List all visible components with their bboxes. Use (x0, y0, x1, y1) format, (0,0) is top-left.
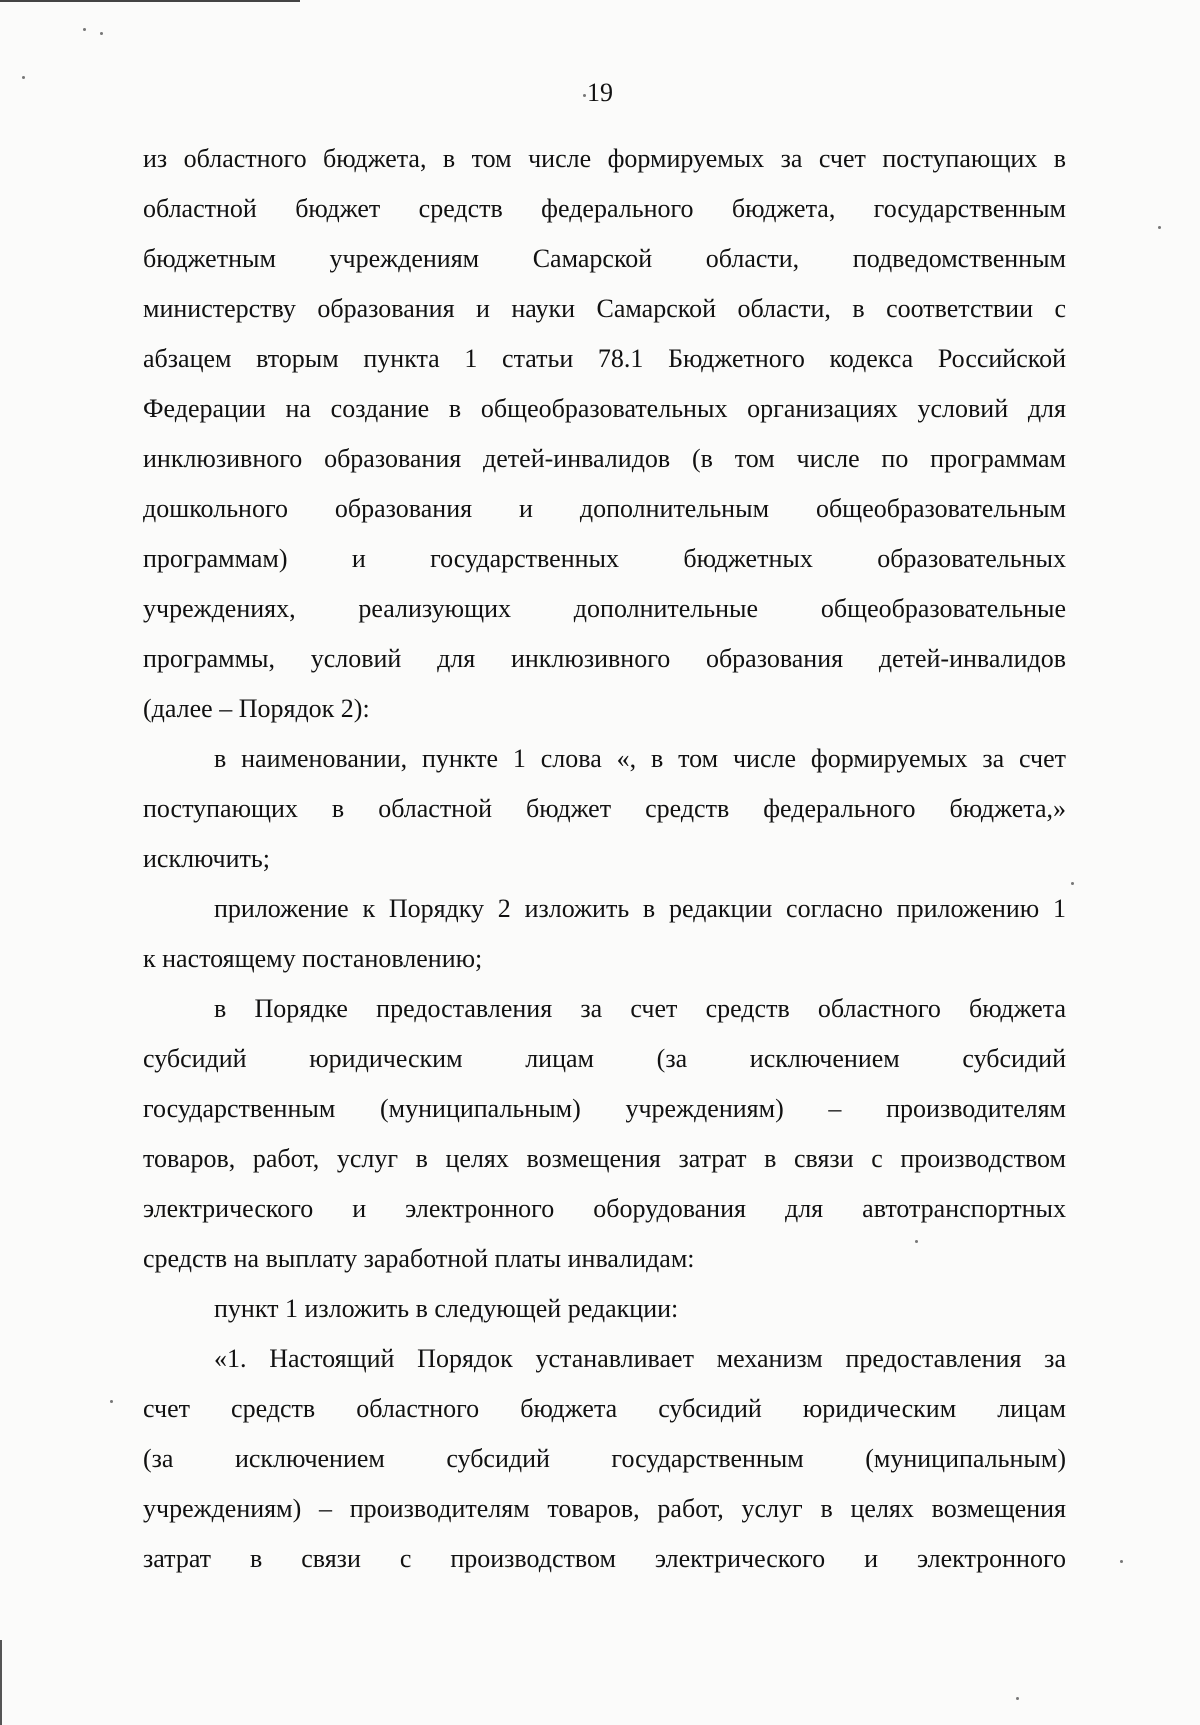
scan-speck (1158, 226, 1161, 229)
text-line: абзацем вторым пункта 1 статьи 78.1 Бюджетного кодекса Российской (143, 344, 1066, 373)
text-line: поступающих в областной бюджет средств федерального бюджета,» (143, 794, 1066, 823)
text-line: Федерации на создание в общеобразовательных организациях условий для (143, 394, 1066, 423)
text-line: субсидий юридическим лицам (за исключением субсидий (143, 1044, 1066, 1073)
text-line: бюджетным учреждениям Самарской области, подведомственным (143, 244, 1066, 273)
text-line: дошкольного образования и дополнительным общеобразовательным (143, 494, 1066, 523)
page-number: 19 (587, 78, 613, 107)
text-line: к настоящему постановлению; (143, 944, 483, 973)
text-line: программы, условий для инклюзивного образования детей-инвалидов (143, 644, 1066, 673)
text-line: учреждениях, реализующих дополнительные общеобразовательные (143, 594, 1066, 623)
scan-speck (100, 32, 103, 35)
text-line: пункт 1 изложить в следующей редакции: (214, 1294, 679, 1323)
text-line: средств на выплату заработной платы инвалидам: (143, 1244, 695, 1273)
text-line: программам) и государственных бюджетных образовательных (143, 544, 1066, 573)
scan-speck (83, 28, 86, 31)
scan-edge-top (0, 0, 300, 2)
document-body (143, 134, 1066, 1584)
scan-speck (1120, 1560, 1123, 1563)
text-line: государственным (муниципальным) учреждениям) – производителям (143, 1094, 1066, 1123)
text-line: инклюзивного образования детей-инвалидов (в том числе по программам (143, 444, 1066, 473)
text-line: исключить; (143, 844, 270, 873)
text-line: счет средств областного бюджета субсидий юридическим лицам (143, 1394, 1066, 1423)
text-line: (далее – Порядок 2): (143, 694, 370, 723)
scan-speck (110, 1400, 113, 1403)
text-line: электрического и электронного оборудования для автотранспортных (143, 1194, 1066, 1223)
text-line: (за исключением субсидий государственным (муниципальным) (143, 1444, 1066, 1473)
text-line: затрат в связи с производством электрического и электронного (143, 1544, 1066, 1573)
text-line: приложение к Порядку 2 изложить в редакции согласно приложению 1 (214, 894, 1066, 923)
scan-speck (1071, 882, 1074, 885)
text-line: учреждениям) – производителям товаров, работ, услуг в целях возмещения (143, 1494, 1066, 1523)
text-line: областной бюджет средств федерального бюджета, государственным (143, 194, 1066, 223)
scan-speck (1016, 1697, 1019, 1700)
text-line: министерству образования и науки Самарской области, в соответствии с (143, 294, 1066, 323)
text-line: из областного бюджета, в том числе формируемых за счет поступающих в (143, 144, 1066, 173)
scan-edge-left (0, 1640, 2, 1725)
text-line: в наименовании, пункте 1 слова «, в том числе формируемых за счет (214, 744, 1066, 773)
text-line: товаров, работ, услуг в целях возмещения затрат в связи с производством (143, 1144, 1066, 1173)
text-line: в Порядке предоставления за счет средств областного бюджета (214, 994, 1066, 1023)
text-line: «1. Настоящий Порядок устанавливает механизм предоставления за (214, 1344, 1066, 1373)
